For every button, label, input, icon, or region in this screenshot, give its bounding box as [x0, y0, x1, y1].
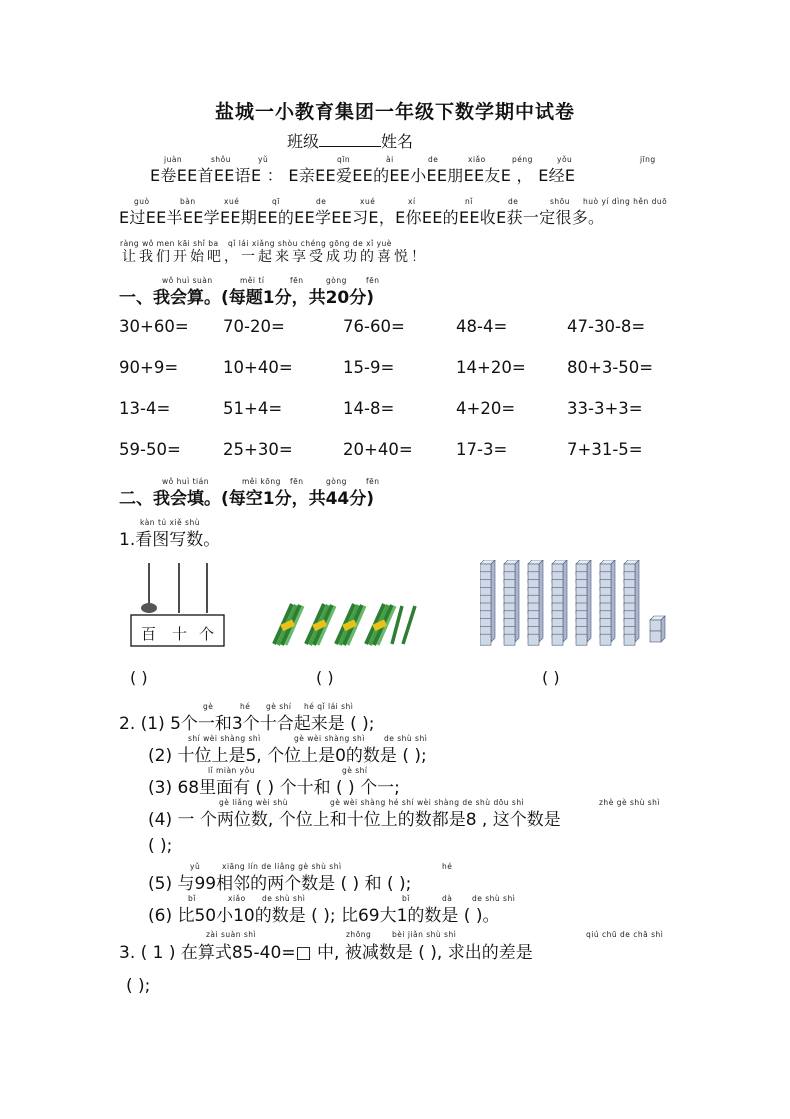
q3-line1: 3. ( 1 ) 在算式85-40=□ 中, 被减数是 ( ), 求出的差是	[119, 943, 533, 963]
class-label: 班级	[287, 132, 320, 151]
problem: 20+40=	[343, 440, 413, 459]
problem: 25+30=	[223, 440, 293, 459]
q2-item-2: (2) 十位上是5, 个位上是0的数是 ( );	[148, 746, 427, 766]
problem: 4+20=	[456, 399, 516, 418]
q2-item-6: (6) 比50小10的数是 ( ); 比69大1的数是 ( )。	[148, 906, 500, 926]
tens-rod	[576, 560, 591, 645]
intro-line2: E过EE半EE学EE期EE的EE学EE习E，E你EE的EE收E获一定很多。	[119, 208, 605, 227]
section1-heading: 一、我会算。(每题1分，共20分)	[119, 288, 375, 308]
q1-pinyin: kàn tú xiě shù	[140, 518, 200, 527]
abacus-label-tens: 十	[172, 625, 188, 643]
q2-item-4-cont: ( );	[148, 836, 173, 856]
problem: 30+60=	[119, 317, 189, 336]
intro-line3: 让我们开始吧，一起来享受成功的喜悦！	[122, 249, 428, 265]
problem: 7+31-5=	[567, 440, 643, 459]
problem: 90+9=	[119, 358, 179, 377]
unit-cube	[650, 616, 665, 642]
abacus-label-hundreds: 百	[141, 625, 157, 643]
q1-answer-blank-3[interactable]: ( )	[542, 668, 560, 687]
tens-rod	[480, 560, 495, 645]
q2-item-1: 2. (1) 5个一和3个十合起来是 ( );	[119, 714, 375, 734]
problem: 48-4=	[456, 317, 508, 336]
name-label: 姓名	[381, 132, 414, 151]
q2-item-4: (4) 一 个两位数, 个位上和十位上的数都是8 , 这个数是	[148, 810, 561, 830]
abacus-figure	[130, 563, 226, 648]
tens-rod	[504, 560, 519, 645]
q2-item-5: (5) 与99相邻的两个数是 ( ) 和 ( );	[148, 874, 412, 894]
q1-answer-blank-2[interactable]: ( )	[316, 668, 334, 687]
problem: 17-3=	[456, 440, 508, 459]
problem: 59-50=	[119, 440, 181, 459]
q3-line2: ( );	[126, 976, 151, 996]
tens-rod	[528, 560, 543, 645]
problem: 14-8=	[343, 399, 395, 418]
q1-text: 1.看图写数。	[119, 530, 221, 550]
intro-line1: E卷EE首EE语E ： E亲EE爱EE的EE小EE朋EE友E ， E经E	[150, 166, 576, 185]
tens-rod	[624, 560, 639, 645]
base-ten-blocks-figure	[480, 560, 670, 646]
class-name-line	[287, 129, 413, 152]
problem: 47-30-8=	[567, 317, 646, 336]
problem: 80+3-50=	[567, 358, 654, 377]
q1-answer-blank-1[interactable]: ( )	[130, 668, 148, 687]
tens-rod	[600, 560, 615, 645]
page-title: 盐城一小教育集团一年级下数学期中试卷	[214, 101, 575, 123]
q2-item-3: (3) 68里面有 ( ) 个十和 ( ) 个一;	[148, 778, 400, 798]
problem: 15-9=	[343, 358, 395, 377]
abacus-label-ones: 个	[199, 625, 215, 643]
problem: 51+4=	[223, 399, 283, 418]
problem: 14+20=	[456, 358, 526, 377]
class-blank[interactable]	[319, 132, 381, 147]
problem: 33-3+3=	[567, 399, 643, 418]
problem: 70-20=	[223, 317, 285, 336]
problem: 76-60=	[343, 317, 405, 336]
section2-heading: 二、我会填。(每空1分，共44分)	[119, 489, 375, 509]
tens-rod	[552, 560, 567, 645]
problem: 13-4=	[119, 399, 171, 418]
stick-bundles-figure	[272, 600, 422, 648]
problem: 10+40=	[223, 358, 293, 377]
